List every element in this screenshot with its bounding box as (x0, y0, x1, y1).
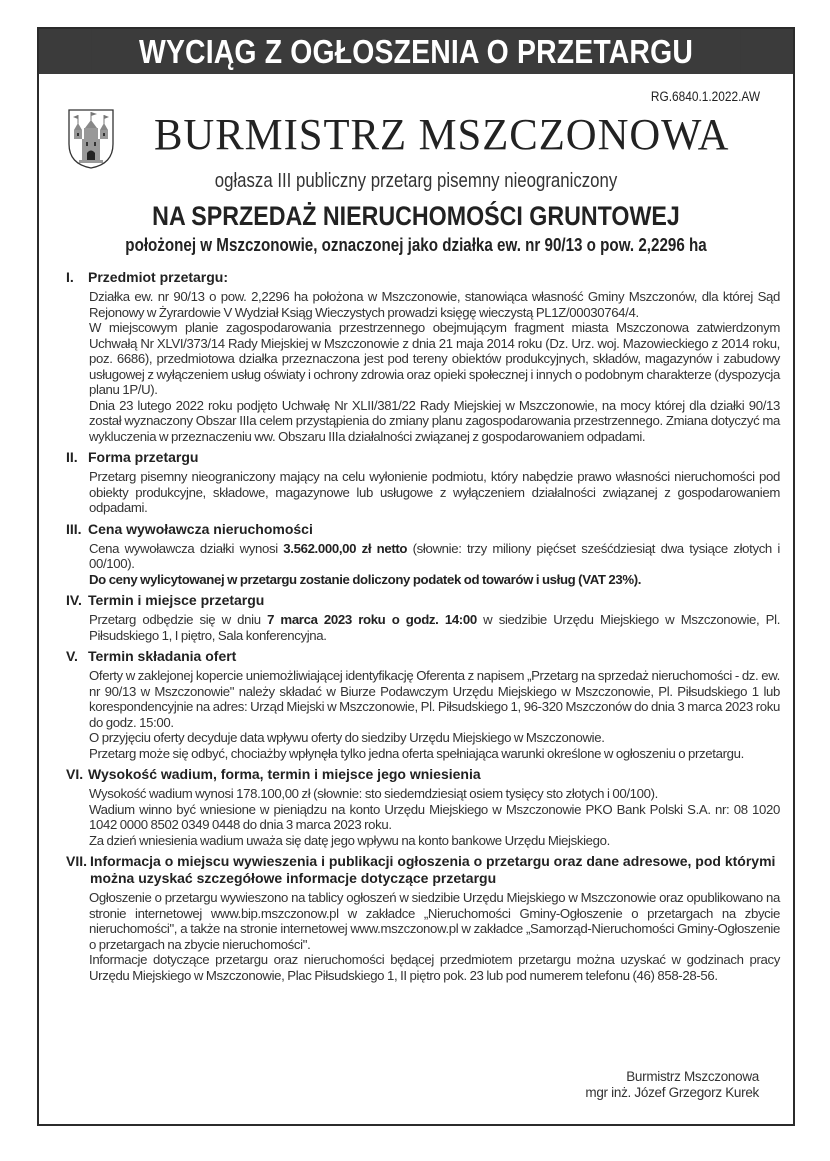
section-heading: Wysokość wadium, forma, termin i miejsce jego wniesienia (88, 766, 481, 782)
announcement-line: ogłasza III publiczny przetarg pisemny nieograniczony (214, 170, 618, 192)
price-prefix: Cena wywoławcza działki wynosi (89, 540, 284, 556)
section-price (66, 521, 780, 588)
section-number: V. (66, 648, 78, 664)
section-deposit (66, 766, 780, 848)
signatory-name: mgr inż. Józef Grzegorz Kurek (585, 1085, 759, 1100)
castle-crest-icon (67, 108, 115, 170)
section-heading: Informacja o miejscu wywieszenia i publikacji ogłoszenia o przetargu oraz dane adresowe, pod którymi można uzyskać szczegółowe informacje dotyczące przetargu (90, 853, 776, 886)
section-heading: Cena wywoławcza nieruchomości (88, 520, 313, 537)
paragraph: Wysokość wadium wynosi 178.100,00 zł (słownie: sto siedemdziesiąt osiem tysięcy sto złotych i 00/100). (89, 786, 658, 801)
section-offers (66, 648, 780, 761)
section-publication-info (66, 853, 780, 983)
section-date-place (66, 592, 780, 643)
auction-date: 7 marca 2023 roku o godz. 14:00 (267, 612, 477, 627)
organization-name: BURMISTRZ MSZCZONOWA (154, 110, 730, 159)
section-heading: Forma przetargu (88, 449, 199, 465)
paragraph: Za dzień wniesienia wadium uważa się datę jego wpływu na konto bankowe Urzędu Miejskiego. (89, 832, 610, 848)
paragraph: Przetarg może się odbyć, chociażby wpłynęła tylko jedna oferta spełniająca warunki określone w ogłoszeniu o przetargu. (89, 745, 744, 761)
paragraph: Ogłoszenie o przetargu wywieszono na tablicy ogłoszeń w siedzibie Urzędu Miejskiego w Mszczonowie oraz opublikowano na stronie internetowej www.bip.mszczonow.pl w zakładce „Nieruchomości Gminy-Ogłoszenie o przetargach na zbycie nieruchomości", a także na stronie internetowej www.mszczonow.pl w zakładce „Samorząd-Nieruchomości Gminy-Ogłoszenie o przetargach na zbycie nieruchomości". (89, 890, 780, 952)
signature (585, 1069, 759, 1101)
section-number: III. (66, 520, 82, 537)
notice-frame (37, 27, 795, 1126)
section-number: VI. (66, 766, 84, 782)
starting-price: 3.562.000,00 zł netto (283, 540, 408, 556)
section-number: VII. (66, 853, 88, 869)
paragraph: Dnia 23 lutego 2022 roku podjęto Uchwałę Nr XLII/381/22 Rady Miejskiej w Mszczonowie, na mocy której dla działki 90/13 został wyznaczony Obszar IIIa celem przystąpienia do zmiany planu zagospodarowania przestrzennego. Zmiana dotyczyć ma wykluczenia w przeznaczeniu ww. Obszaru IIIa działalności związanej z gospodarowaniem odpadami. (89, 397, 780, 444)
section-form (66, 449, 780, 516)
section-number: II. (66, 449, 78, 465)
section-number: I. (66, 269, 74, 285)
banner (39, 29, 793, 74)
section-number: IV. (66, 592, 82, 608)
section-heading: Przedmiot przetargu: (88, 269, 229, 285)
reference-number: RG.6840.1.2022.AW (650, 89, 760, 104)
paragraph: W miejscowym planie zagospodarowania przestrzennego obejmującym fragment miasta Mszczonowa zatwierdzonym Uchwałą Nr XLVI/373/14 Rady Miejskiej w Mszczonowie z dnia 21 maja 2014 roku (Dz. Urz. woj. Mazowieckiego z 2014 roku, poz. 6686), przedmiotowa działka przeznaczona jest pod tereny obiektów produkcyjnych, składów, magazynów i zabudowy usługowej z wyłączeniem usług oświaty i ochrony zdrowia oraz opieki społecznej i innych o podobnym charakterze (dyspozycja planu 1P/U). (89, 320, 780, 397)
vat-note: Do ceny wylicytowanej w przetargu zostanie doliczony podatek od towarów i usług (VAT 23%). (89, 571, 642, 587)
date-suffix: w siedzibie Urzędu Miejskiego w Mszczonowie, Pl. Piłsudskiego 1, I piętro, Sala konferencyjna. (89, 612, 781, 643)
paragraph: Informacje dotyczące przetargu oraz nieruchomości będącej przedmiotem przetargu można uzyskać w godzinach pracy Urzędu Miejskiego w Mszczonowie, Plac Piłsudskiego 1, II piętro pok. 23 lub pod numerem telefonu (46) 858-28-56. (89, 952, 780, 983)
section-subject (66, 269, 780, 444)
date-prefix: Przetarg odbędzie się w dniu (89, 612, 268, 627)
price-paragraph (89, 541, 780, 572)
notice-title: NA SPRZEDAŻ NIERUCHOMOŚCI GRUNTOWEJ (152, 201, 680, 231)
paragraph: O przyjęciu oferty decyduje data wpływu oferty do siedziby Urzędu Miejskiego w Mszczonowie. (89, 730, 605, 745)
section-heading: Termin i miejsce przetargu (88, 592, 265, 608)
paragraph: Działka ew. nr 90/13 o pow. 2,2296 ha położona w Mszczonowie, stanowiąca własność Gminy Mszczonów, dla której Sąd Rejonowy w Żyrardowie V Wydział Ksiąg Wieczystych prowadzi księgę wieczystą PL1Z/00030764/4. (89, 289, 780, 320)
banner-title: WYCIĄG Z OGŁOSZENIA O PRZETARGU (92, 29, 740, 74)
paragraph: Oferty w zaklejonej kopercie uniemożliwiającej identyfikację Oferenta z napisem „Przetarg na sprzedaż nieruchomości - dz. ew. nr 90/13 w Mszczonowie" należy składać w Biurze Podawczym Urzędu Miejskiego w Mszczonowie, Pl. Piłsudskiego 1 lub korespondencyjnie na adres: Urząd Miejski w Mszczonowie, Pl. Piłsudskiego 1, 96-320 Mszczonów do dnia 3 marca 2023 roku do godz. 15:00. (89, 668, 780, 730)
date-paragraph (89, 612, 780, 643)
paragraph: Przetarg pisemny nieograniczony mający na celu wyłonienie podmiotu, który nabędzie prawo własności nieruchomości pod obiekty produkcyjne, składowe, magazynowe lub usługowe z wyłączeniem działalności związanej z gospodarowaniem odpadami. (89, 469, 780, 515)
notice-subtitle: położonej w Mszczonowie, oznaczonej jako działka ew. nr 90/13 o pow. 2,2296 ha (125, 234, 707, 255)
price-suffix: (słownie: trzy miliony pięćset sześćdziesiąt dwa tysiące złotych i 00/100). (89, 540, 780, 571)
paragraph: Wadium winno być wniesione w pieniądzu na konto Urzędu Miejskiego w Mszczonowie PKO Bank Polski S.A. nr: 08 1020 1042 0000 8502 0349 0448 do dnia 3 marca 2023 roku. (89, 801, 780, 832)
signatory-role: Burmistrz Mszczonowa (626, 1069, 759, 1084)
sections (66, 269, 780, 988)
section-heading: Termin składania ofert (88, 648, 237, 664)
